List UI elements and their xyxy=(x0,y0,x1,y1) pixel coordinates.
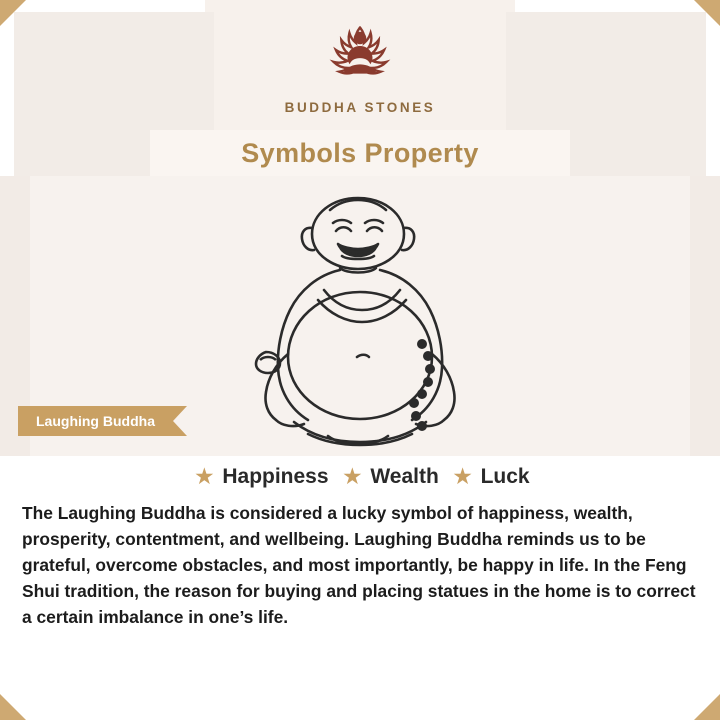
keyword-wealth: Wealth xyxy=(370,465,439,488)
brand-name: BUDDHA STONES xyxy=(284,100,436,115)
page-title: Symbols Property xyxy=(241,137,479,168)
brand-logo xyxy=(0,22,720,115)
keyword-happiness: Happiness xyxy=(222,465,329,488)
figure-caption-label: Laughing Buddha xyxy=(36,413,155,429)
lotus-meditation-icon xyxy=(0,22,720,94)
star-icon-2: ★ xyxy=(343,466,362,488)
description-paragraph: The Laughing Buddha is considered a lucky symbol of happiness, wealth, prosperity, contentment, and wellbeing. Laughing Buddha reminds us to be grateful, overcome obstacles, and most importantly, be happy in life. In the Feng Shui tradition, the reason for buying and placing statues in the home is to correct a certain imbalance in one’s life. xyxy=(22,503,696,627)
keyword-row xyxy=(0,464,720,489)
title-bar xyxy=(150,130,570,176)
figure-caption-tag xyxy=(18,406,173,436)
keyword-luck: Luck xyxy=(480,465,530,488)
star-icon-3: ★ xyxy=(453,466,472,488)
corner-decoration-bottom-left xyxy=(0,694,26,720)
corner-decoration-bottom-right xyxy=(694,694,720,720)
star-icon-1: ★ xyxy=(195,466,214,488)
